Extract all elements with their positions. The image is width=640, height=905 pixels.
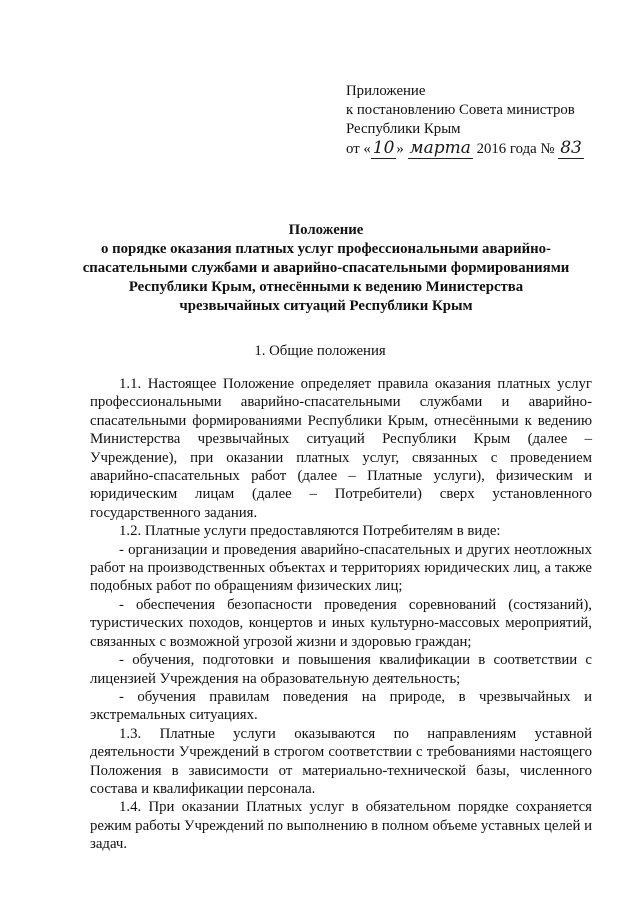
date-mid: » — [396, 141, 408, 157]
document-title — [66, 221, 586, 316]
title-line: спасательными службами и аварийно-спасательными формированиями — [82, 260, 570, 276]
year-text: 2016 года № — [472, 141, 559, 157]
appendix-header — [346, 82, 584, 159]
appendix-line: Приложение — [346, 83, 426, 99]
appendix-line: Республики Крым — [346, 121, 461, 137]
document-body — [90, 375, 592, 854]
paragraph-1-1: 1.1. Настоящее Положение определяет правила оказания платных услуг профессиональными аварийно-спасательными службами и аварийно-спасательными формированиями Республики Крым, отнесёнными к ведению Министерства чрезвычайных ситуаций Республики Крым (далее – Учреждение), при оказании платных услуг, связанных с проведением аварийно-спасательных работ (далее – Платные услуги), физическим и юридическим лицам (далее – Потребители) сверх установленного государственного задания. — [90, 376, 592, 521]
list-item: - обеспечения безопасности проведения соревнований (состязаний), туристических походов, концертов и иных культурно-массовых мероприятий, связанных с возможной угрозой жизни и здоровью граждан; — [90, 596, 592, 650]
handwritten-month: марта — [409, 138, 471, 158]
appendix-line: к постановлению Совета министров — [346, 102, 575, 118]
title-line: о порядке оказания платных услуг профессиональными аварийно- — [101, 241, 551, 257]
section-heading: 1. Общие положения — [254, 343, 386, 359]
paragraph-1-2: 1.2. Платные услуги предоставляются Потребителям в виде: — [119, 523, 501, 540]
title-line: Республики Крым, отнесёнными к ведению Министерства — [128, 279, 524, 295]
date-prefix: от « — [346, 141, 371, 157]
title-line: Положение — [288, 222, 364, 238]
handwritten-number: 83 — [560, 138, 582, 158]
list-item: - обучения, подготовки и повышения квалификации в соответствии с лицензией Учреждения на образовательную деятельность; — [90, 652, 592, 687]
handwritten-day: 10 — [372, 138, 395, 158]
list-item: - обучения правилам поведения на природе, в чрезвычайных и экстремальных ситуациях. — [90, 688, 592, 724]
appendix-date-line — [346, 139, 584, 159]
paragraph-1-4: 1.4. При оказании Платных услуг в обязательном порядке сохраняется режим работы Учреждений по выполнению в полном объеме уставных целей и задач. — [90, 799, 592, 853]
title-line: чрезвычайных ситуаций Республики Крым — [179, 298, 473, 314]
list-item: - организации и проведения аварийно-спасательных и других неотложных работ на производственных объектах и территориях юридических лиц, а также подобных работ по обращениям физических лиц; — [90, 541, 592, 595]
paragraph-1-3: 1.3. Платные услуги оказываются по направлениям уставной деятельности Учреждений в строгом соответствии с требованиями настоящего Положения в зависимости от материально-технической базы, численного состава и квалификации персонала. — [90, 725, 592, 797]
